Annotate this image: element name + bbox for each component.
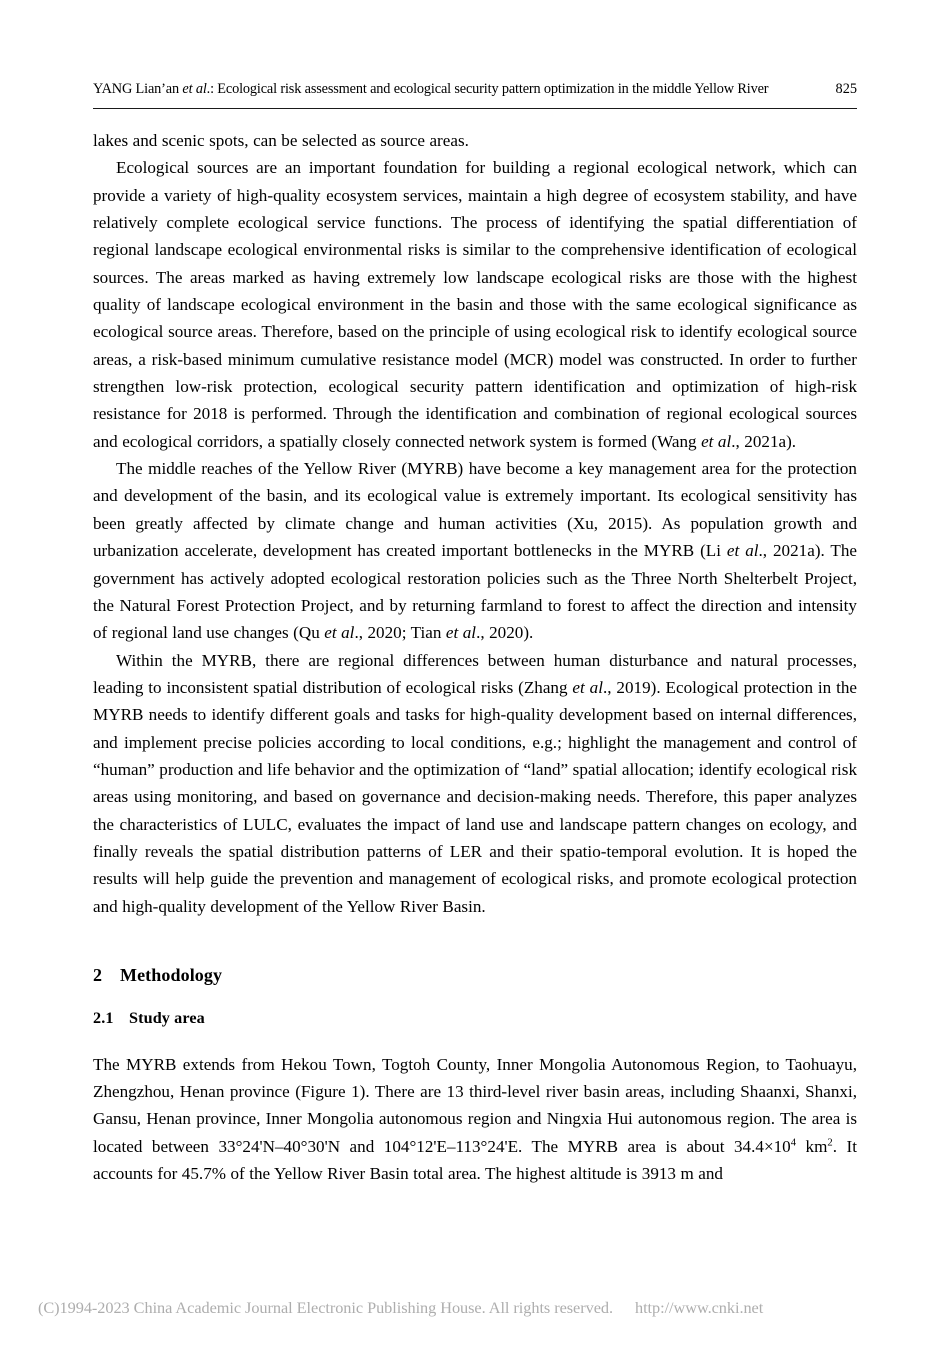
running-header-author: YANG Lian’an [93,81,183,97]
header-divider [93,108,857,109]
paragraph-text: ., 2020; Tian [354,623,446,643]
subsection-title: Study area [129,1009,205,1028]
footer-copyright: (C)1994-2023 China Academic Journal Electronic Publishing House. All rights reserved. [38,1298,613,1317]
paragraph-ecological-sources [93,154,857,455]
superscript-exponent: 4 [790,1137,797,1148]
paragraph-within-myrb [93,647,857,920]
study-area-unit: km [796,1136,828,1156]
spacer-after-subsection [93,1033,857,1051]
spacer-before-section [93,920,857,962]
running-header-etal: et al [182,81,207,97]
citation-etal: et al [324,623,355,643]
citation-etal: et al [726,541,759,561]
page-number: 825 [835,81,857,97]
paragraph-continuation: lakes and scenic spots, can be selected as source areas. [93,131,469,150]
paragraph-study-area [93,1051,857,1188]
footer-url: http://www.cnki.net [634,1298,764,1317]
citation-etal: et al [572,677,603,697]
footer-watermark [38,1297,922,1319]
study-area-text-tail: . It accounts for 45.7% of the Yellow River Basin total area. The highest altitude is 3913 m and [93,1136,857,1184]
superscript-unit-square: 2 [827,1137,833,1148]
paragraph-text: ., 2021a). The government has actively adopted ecological restoration policies such as the Three North Shelterbelt Project, the Natural Forest Protection Project, and by returning farmland to forest to affect the direction and intensity of regional land use changes (Qu [93,541,858,643]
spacer-after-section [93,989,857,1005]
running-header-maintitle: .: Ecological risk assessment and ecological security pattern optimization in the middle Yellow River [206,81,769,97]
paragraph-text-tail: ., 2019). Ecological protection in the MYRB needs to identify different goals and tasks for high-quality development based on internal differences, and implement precise policies according to local conditions, e.g.; highlight the management and control of “human” production and life behavior and the optimization of “land” spatial allocation; identify ecological risk areas using monitoring, and based on governance and decision-making needs. Therefore, this paper analyzes the characteristics of LULC, evaluates the impact of land use and landscape pattern changes on ecology, and finally reveals the spatial distribution patterns of LER and their spatio-temporal evolution. It is hoped the results will help guide the prevention and management of ecological risks, and promote ecological protection and high-quality development of the Yellow River Basin. [93,677,857,916]
paragraph-text: Ecological sources are an important foundation for building a regional ecological network, which can provide a variety of high-quality ecosystem services, maintain a high degree of ecosystem stability, and have relatively complete ecological service functions. The process of identifying the spatial differentiation of regional landscape ecological environmental risks is similar to the comprehensive identification of ecological sources. The areas marked as having extremely low landscape ecological risks are those with the highest quality of landscape ecological environment in the basin and those with the same ecological significance as ecological source areas. Therefore, based on the principle of using ecological risk to identify ecological source areas, a risk-based minimum cumulative resistance model (MCR) model was constructed. In order to further strengthen low-risk protection, ecological security pattern identification and optimization of high-risk resistance for 2018 is performed. Through the identification and combination of regional ecological sources and ecological corridors, a spatially closely connected network system is formed (Wang [93,158,857,451]
body-column [93,127,857,1187]
citation-etal: et al [701,431,732,451]
section-title: Methodology [120,964,223,985]
citation-etal: et al [445,623,477,643]
paragraph-text-tail: ., 2021a). [731,431,797,451]
section-number: 2 [93,964,103,985]
paragraph-text-tail: ., 2020). [476,623,534,643]
paragraph-middle-reaches [93,455,857,646]
running-header [93,80,857,99]
study-area-text: The MYRB extends from Hekou Town, Togtoh County, Inner Mongolia Autonomous Region, to Taohuayu, Zhengzhou, Henan province (Figure 1). There are 13 third-level river basin areas, including Shaanxi, Shanxi, Gansu, Henan province, Inner Mongolia autonomous region and Ningxia Hui autonomous region. The area is located between 33°24'N–40°30'N and 104°12'E–113°24'E. The MYRB area is about 34.4×10 [93,1054,857,1156]
subsection-number: 2.1 [93,1009,114,1028]
paragraph-text: Within the MYRB, there are regional differences between human disturbance and natural processes, leading to inconsistent spatial distribution of ecological risks (Zhang [93,650,857,697]
paragraph-text: The middle reaches of the Yellow River (MYRB) have become a key management area for the protection and development of the basin, and its ecological value is extremely important. Its ecological sensitivity has been greatly affected by climate change and human activities (Xu, 2015). As population growth and urbanization accelerate, development has created important bottlenecks in the MYRB (Li [93,459,857,561]
subsection-heading-study-area [93,1005,857,1032]
running-header-title [93,80,768,99]
section-heading-methodology [93,962,857,989]
